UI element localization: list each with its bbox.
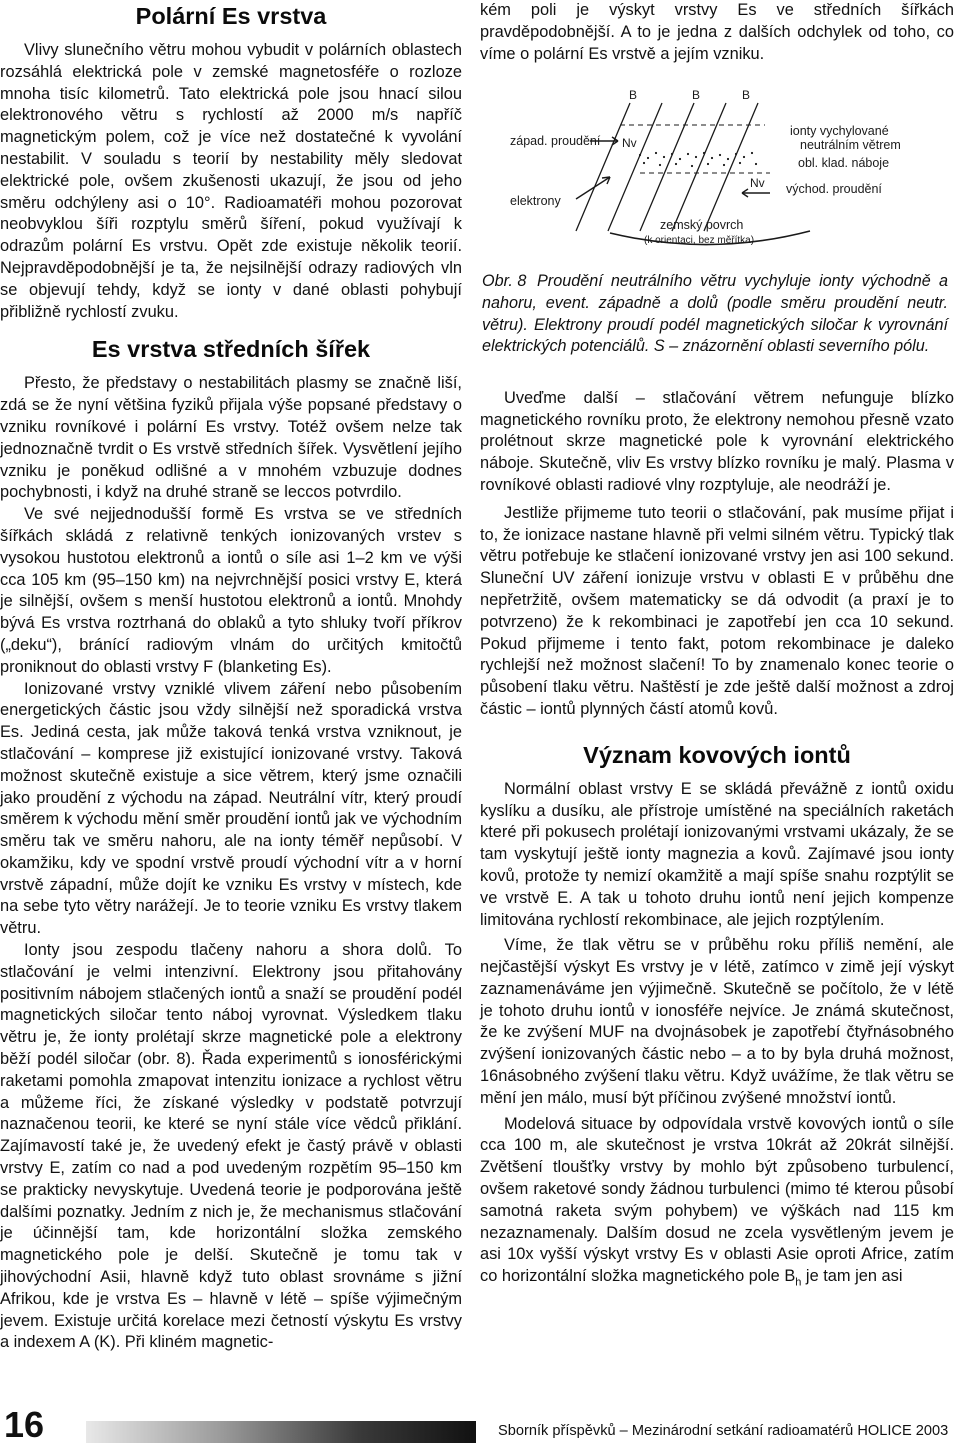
label-electrons: elektrony (510, 194, 561, 209)
figure-caption (480, 271, 954, 357)
section-title-metal-ions: Význam kovových iontů (583, 741, 851, 768)
paragraph-metal-3 (480, 1114, 954, 1295)
caption-number: Obr. 8 (482, 272, 527, 291)
paragraph-metal-3-end: je tam jen asi (801, 1267, 903, 1286)
field-line-1 (576, 103, 630, 231)
paragraph-midlat-4: Ionty jsou zespodu tlačeny nahoru a shora dolů. To stlačování je velmi intenzivní. Elektrony jsou přitahovány positivním nábojem stlačených iontů a snaží se proudění podél magnetických siločar tento náboj vyrovnat. Výsledkem tlaku větru je, že ionty prolétají skrze magnetické pole a elektrony běží podél siločar (obr. 8). Řada experimentů s ionosférickými raketami pomohla zmapovat intenzitu ionizace a rychlost větru a můžeme říci, že získané výsledky v podstatě potvrzují naznačenou teorii, ke které se nyní stále více vědců přiklání. Zajímavostí také je, že uvedený efekt je častý právě v oblasti vrstvy E, zatím co nad a pod uvedeným rozpětím 95–150 km se prakticky nevyskytuje. Uvedená teorie je podporována ještě dalšími poznatky. Jedním z nich je, že mechanismus stlačování je účinnější tam, kde horizontální složka zemského magnetického pole je delší. Skutečně je tomu tak v jihovýchodní Asii, hlavně když tuto oblast srovnáme s jižní Afrikou, kde je vrstva Es – hlavně v létě – spíše výjimečným jevem. Existuje určitá korelace mezi četností výskytu Es vrstvy a indexem A (K). Při kliném magnetic- (0, 941, 462, 1352)
field-line-3 (640, 103, 694, 231)
page-number: 16 (4, 1404, 45, 1445)
paragraph-metal-1: Normální oblast vrstvy E se skládá převážně z iontů oxidu kyslíku a dusíku, ale přístroje umístěné na speciálních raketách které při pokusech prolétají ionizovanými vrstvami ukázaly, že se tam vyskytují ještě ionty magnezia a kovů. Zajímavé jsou ionty kovů, protože ty nemizí okamžitě a mají spíše snahu rozptýlit se ve vrstvě E. A tak u tohoto druhu iontů není jejich kompenze limitována rychlostí rekombinace, ale jejich rozptýlením. (480, 779, 954, 929)
paragraph-midlat-2: Ve své nejjednodušší formě Es vrstva se ve středních šířkách skládá z relativně tenkých ionizovaných vrstev s vysokou hustotou elektronů a iontů o síle asi 1–2 km ve výši cca 105 km (95–150 km) na nejvrchnější posici vrstvy E, která je silnější, ovšem s menší hustotou elektronů a iontů. Mnohdy bývá Es vrstva roztrhaná do oblaků a tyto shluky tvoří příkrov („deku“), bránící radiovým vlnám do určitých kmitočtů proniknout do oblasti vrstvy F (blanketing Es). (0, 505, 462, 676)
label-charge-cloud: obl. klad. náboje (798, 156, 890, 171)
label-ground: zemský povrch (660, 218, 744, 233)
field-line-5 (704, 103, 758, 231)
label-ions: ionty vychylované (790, 124, 889, 139)
right-column (480, 0, 954, 1294)
label-b-3: B (742, 88, 751, 103)
wind-diagram-svg (480, 81, 954, 251)
label-nv-top: Nv (622, 136, 637, 151)
footer-gradient-bar (86, 1421, 476, 1443)
section-title-polar-es: Polární Es vrstva (135, 3, 327, 29)
label-b-1: B (629, 88, 638, 103)
paragraph-continued: kém poli je výskyt vrstvy Es ve středních šířkách pravděpodobnější. A to je jedna z dalších odchylek od toho, co víme o polární Es vrstvě a jejím vzniku. (480, 1, 954, 63)
figure-wind-diagram (480, 81, 954, 251)
label-ions-2: neutrálním větrem (800, 138, 901, 153)
caption-text: Proudění neutrálního větru vychyluje ionty východně a nahoru, event. západně a dolů (podle směru proudění neutr. větru). Elektrony proudí podél magnetických siločar k vyrovnání elektrických potenciálů. S – znázornění oblasti severního pólu. (482, 272, 948, 356)
label-ground-note: (k orientaci, bez měřítka) (644, 235, 755, 247)
label-east-flow: východ. proudění (786, 182, 882, 197)
label-nv-bottom: Nv (750, 176, 765, 191)
paragraph-compression: Jestliže přijmeme tuto teorii o stlačování, pak musíme přijat i to, že ionizace nastane hlavně při velmi silném větru. Typický tlak větru potřebuje ke stlačení ionizované vrstvy jen asi 100 sekund. Sluneční UV záření ionizuje vrstvu v oblasti E v průběhu dne nepřetržitě, ovšem matematicky se dá odvodit (a praxí je to potvrzeno) že k rekombinaci je zapotřebí jen cca 10 sekund. Pokud přijmeme i tento fakt, potom rekombinace je daleko rychlejší než možnost slačení! To by znamenalo konec teorie o působení tlaku větru. Naštěstí je zde ještě další možnost a zdroj částic – iontů plynných částí atomů kovů. (480, 503, 954, 718)
paragraph-metal-2: Víme, že tlak větru se v průběhu roku příliš nemění, ale nejčastější výskyt Es vrstvy je v létě, zatímco v zimě její výskyt zaznamenáváme jen výjimečně. Skutečně se počítolo, že v létě je tohoto druhu iontů v ionosféře nejvíce. Je známá skutečnost, že ke zvýšení MUF na dvojnásobek je zapotřebí čtyřnásobného zvýšení ionizovaných částic nebo – a to by byla druhá možnost, 16násobného zvýšení tlaku větru. Když uvážíme, že tlak větru se mění jen málo, musí být příčinou zvýšené množství iontů. (480, 936, 954, 1107)
electron-arrow (576, 177, 610, 199)
paragraph-metal-3-text: Modelová situace by odpovídala vrstvě kovových iontů o síle cca 100 m, ale skutečnost je vrstva 10krát až 20krát silnější. Zvětšení tloušťky vrstvy by mohlo být způsobeno turbulencí, ovšem raketové sondy žádnou turbulenci (mimo té kterou působí samotná raketa svým pohybem) ve výškách nad 115 km nezaznamenaly. Dalším dosud ne zcela vysvětleným jevem je asi 10x vyšší výskyt vrstvy Es v oblasti Asie oproti Africe, zatím co horizontální složka magnetického pole B (480, 1114, 954, 1286)
footer-publication: Sborník příspěvků – Mezinárodní setkání radioamatérů HOLICE 2003 (498, 1423, 949, 1439)
left-column (0, 0, 462, 1354)
charge-cloud-dots (639, 152, 757, 167)
section-title-midlat-es: Es vrstva středních šířek (91, 336, 371, 363)
label-west-flow: západ. proudění (510, 134, 601, 149)
label-b-2: B (692, 88, 701, 103)
field-line-2 (608, 103, 662, 231)
paragraph-midlat-1: Přesto, že představy o nestabilitách plasmy se značně liší, zdá se že nyní většina fyziků přijala výše popsané představy o vzniku rovníkové i polární Es vrstvy. Totéž ovšem nelze tak jednoznačně tvrdit o Es vrstvě středních šířek. Vysvětlení jejího vzniku je poněkud odlišné a v mnohém vzbuzuje dodnes pochybnosti, i když na druhé straně se leccos potvrdilo. (0, 374, 462, 502)
paragraph-polar-es: Vlivy slunečního větru mohou vybudit v polárních oblastech rozsáhlá elektrická pole v zemské magnetosféře o rozloze mnoha tisíc kilometrů. Tato elektrická pole jsou hnací silou elektronového větru s rychlostí až 2000 m/s napříč magnetickým polem, což je více než dostatečné k vyvolání nestabilit. V souladu s teorií by nestability měly sledovat elektrické pole, ovšem zkušenosti ukazují, že jsou od jeho směru odchýleny asi o 10°. Radioamatéři mohou pozorovat neobvyklou šíři rozptylu směrů šíření, pokud využívají k odrazům polární Es vrstvu. Opět zde existuje několik teorií. Nejpravděpodobnější je ta, že nejsilnější odrazy radiových vln se objevují tehdy, když se ionty v dané oblasti pohybují přibližně rychlostí zvuku. (0, 41, 462, 321)
field-line-4 (672, 103, 726, 231)
paragraph-midlat-3: Ionizované vrstvy vzniklé vlivem záření nebo působením energetických částic jsou vždy silnější než sporadická vrstva Es. Jediná cesta, jak může taková tenká vrstva vzniknout, je stlačování – komprese již existující ionizované vrstvy. Taková možnost skutečně existuje a sice větrem, který jsme označili jako proudění z východu na západ. Neutrální vítr, který proudí směrem k východu mění směr proudění iontů jak ve východním směru tak ve směru nahoru, ale na ionty téměř nepůsobí. V okamžiku, kdy ve spodní vrstvě proudí východní vítr a v horní vrstvě západní, může dojít ke vzniku Es vrstvy v místech, kde na sebe tyto větry narážejí. Je to teorie vzniku Es vrstvy tlakem větru. (0, 679, 462, 938)
paragraph-equator: Uveďme další – stlačování větrem nefunguje blízko magnetického rovníku proto, že elektrony nemohou přesně vzato prolétnout skrze magnetické pole k vyrovnání elektrického náboje. Skutečně, vliv Es vrstvy blízko rovníku je malý. Plasma v rovníkové oblasti radiové vlny rozptyluje, ale neodráží je. (480, 388, 954, 494)
subscript-h: h (795, 1276, 802, 1289)
